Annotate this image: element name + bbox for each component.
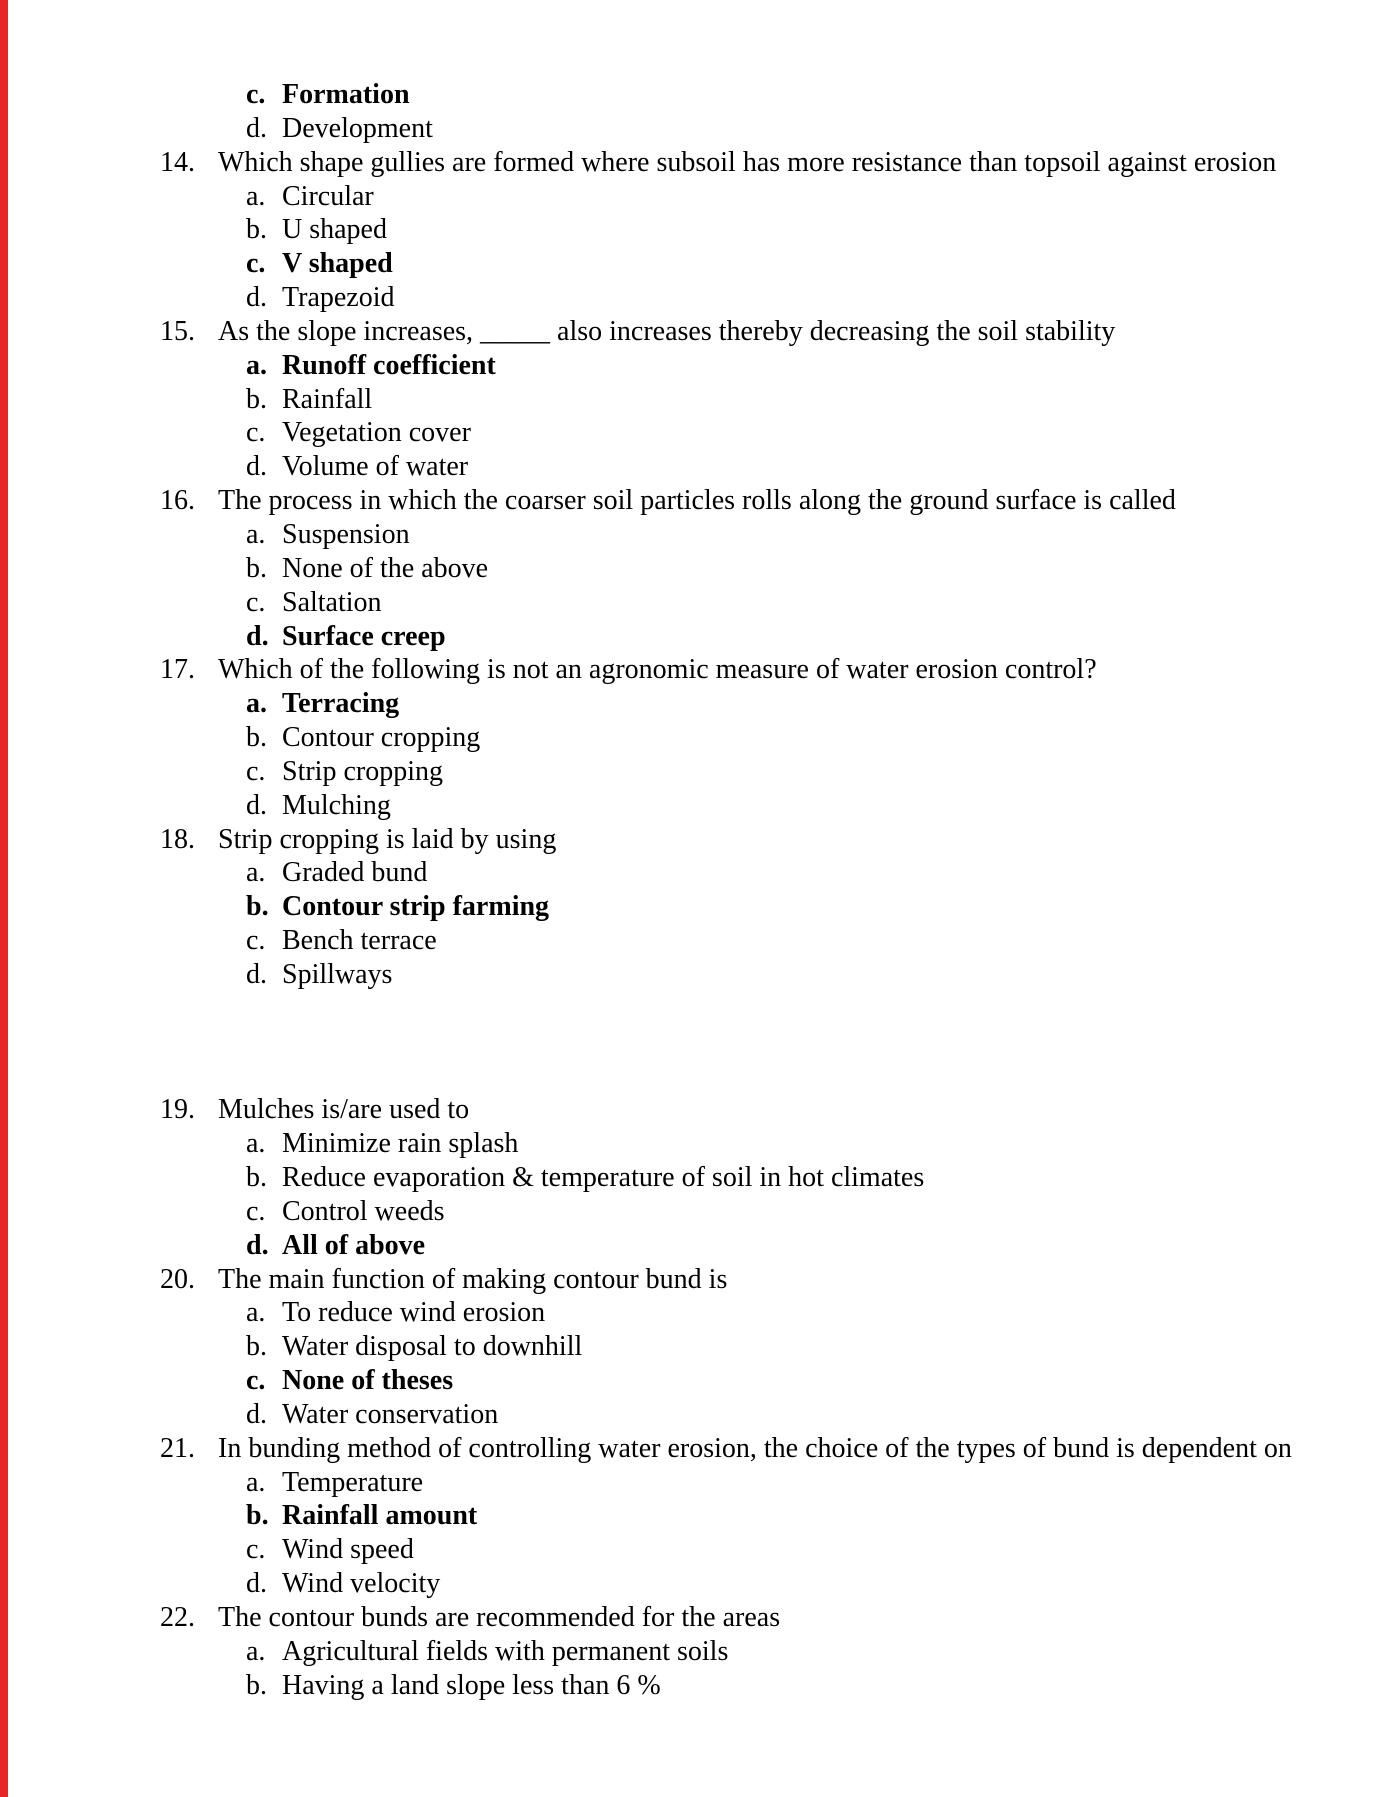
option-line [0,552,1389,586]
option-text: Development [282,112,433,144]
option-line [0,755,1389,789]
option-line [0,789,1389,823]
option-line [0,112,1389,146]
option-line [0,1398,1389,1432]
option-text: None of the above [282,552,489,584]
option-line [0,1466,1389,1500]
question-number: 14. [160,146,195,178]
option-line [0,586,1389,620]
question-line [0,1263,1389,1297]
page-edge-red-bar [0,0,8,1797]
option-text: Water conservation [282,1398,499,1430]
option-line [0,383,1389,417]
option-letter: d. [246,620,269,652]
blank-paragraph-gap [0,992,1389,1094]
option-letter: b. [246,722,267,754]
option-line [0,180,1389,214]
option-line [0,1229,1389,1263]
option-letter: a. [246,180,266,212]
option-letter: b. [246,891,269,923]
option-text: Runoff coefficient [282,349,496,381]
option-line [0,281,1389,315]
question-number: 17. [160,654,195,686]
option-letter: b. [246,214,267,246]
option-line [0,1195,1389,1229]
option-letter: b. [246,383,267,415]
question-line [0,1432,1389,1466]
option-letter: b. [246,552,267,584]
option-text: Minimize rain splash [282,1128,519,1160]
option-letter: a. [246,857,266,889]
option-letter: c. [246,755,266,787]
option-text: Suspension [282,518,410,550]
option-text: Wind velocity [282,1568,441,1600]
option-line [0,687,1389,721]
option-line [0,856,1389,890]
option-letter: a. [246,1297,266,1329]
option-letter: d. [246,451,267,483]
option-letter: d. [246,789,267,821]
option-text: Bench terrace [282,925,437,957]
option-letter: b. [246,1669,267,1701]
option-letter: d. [246,1229,269,1261]
option-letter: c. [246,248,266,280]
option-text: Wind speed [282,1534,414,1566]
option-line [0,1533,1389,1567]
option-text: Formation [282,79,410,110]
option-letter: c. [246,417,266,449]
question-text: In bunding method of controlling water erosion, the choice of the types of bund is dependent on [218,1432,1292,1464]
option-letter: a. [246,1466,266,1498]
option-text: Having a land slope less than 6 % [282,1669,661,1701]
option-line [0,247,1389,281]
option-letter: d. [246,1398,267,1430]
option-text: Agricultural fields with permanent soils [282,1635,729,1667]
option-line [0,518,1389,552]
option-text: Rainfall [282,383,373,415]
question-line [0,315,1389,349]
option-letter: c. [246,1534,266,1566]
option-letter: c. [246,1195,266,1227]
option-line [0,620,1389,654]
option-text: Control weeds [282,1195,445,1227]
option-text: Temperature [282,1466,424,1498]
option-line [0,1669,1389,1703]
option-text: Contour cropping [282,722,481,754]
option-letter: c. [246,586,266,618]
option-line [0,1296,1389,1330]
option-text: Strip cropping [282,755,443,787]
question-line [0,823,1389,857]
option-letter: a. [246,688,267,720]
option-text: Spillways [282,958,393,990]
option-text: Rainfall amount [282,1500,478,1532]
question-text: Mulches is/are used to [218,1094,470,1126]
option-text: Surface creep [282,620,446,652]
option-letter: d. [246,958,267,990]
option-text: Water disposal to downhill [282,1331,583,1363]
option-text: None of theses [282,1365,454,1397]
option-letter: b. [246,1161,267,1193]
option-line [0,349,1389,383]
option-line [0,721,1389,755]
option-text: U shaped [282,214,387,246]
question-line [0,146,1389,180]
option-letter: d. [246,112,267,144]
option-line [0,958,1389,992]
question-line [0,653,1389,687]
question-number: 20. [160,1263,195,1295]
option-line [0,450,1389,484]
question-number: 16. [160,485,195,517]
option-text: All of above [282,1229,426,1261]
option-line [0,924,1389,958]
option-text: V shaped [282,248,393,280]
option-text: Contour strip farming [282,891,550,923]
option-letter: b. [246,1500,269,1532]
option-letter: a. [246,1635,266,1667]
option-text: To reduce wind erosion [282,1297,546,1329]
option-line [0,1161,1389,1195]
question-line [0,1093,1389,1127]
question-text: Which of the following is not an agronomic measure of water erosion control? [218,654,1097,686]
question-text: The contour bunds are recommended for the areas [218,1601,781,1633]
question-number: 15. [160,315,195,347]
question-text: The main function of making contour bund is [218,1263,728,1295]
question-number: 21. [160,1432,195,1464]
option-letter: a. [246,349,267,381]
question-text: Which shape gullies are formed where subsoil has more resistance than topsoil against erosion [218,146,1277,178]
option-text: Circular [282,180,374,212]
question-text: The process in which the coarser soil particles rolls along the ground surface is called [218,485,1176,517]
option-line [0,78,1389,112]
option-letter: d. [246,1568,267,1600]
option-text: Volume of water [282,451,469,483]
option-letter: d. [246,282,267,314]
option-text: Graded bund [282,857,428,889]
question-number: 19. [160,1094,195,1126]
question-line [0,1601,1389,1635]
option-text: Mulching [282,789,391,821]
option-letter: c. [246,925,266,957]
option-line [0,1127,1389,1161]
option-line [0,213,1389,247]
question-text: As the slope increases, _____ also increases thereby decreasing the soil stability [218,315,1116,347]
option-letter: c. [246,1365,266,1397]
option-line [0,1330,1389,1364]
option-line [0,1499,1389,1533]
option-letter: a. [246,1128,266,1160]
option-line [0,416,1389,450]
question-number: 22. [160,1601,195,1633]
option-letter: c. [246,79,266,110]
option-text: Saltation [282,586,382,618]
option-line [0,1635,1389,1669]
option-line [0,1364,1389,1398]
option-line [0,1567,1389,1601]
question-line [0,484,1389,518]
option-line [0,890,1389,924]
option-letter: a. [246,518,266,550]
option-text: Trapezoid [282,282,395,314]
option-letter: b. [246,1331,267,1363]
option-text: Terracing [282,688,400,720]
option-text: Reduce evaporation & temperature of soil in hot climates [282,1161,925,1193]
question-number: 18. [160,823,195,855]
question-text: Strip cropping is laid by using [218,823,557,855]
option-text: Vegetation cover [282,417,471,449]
